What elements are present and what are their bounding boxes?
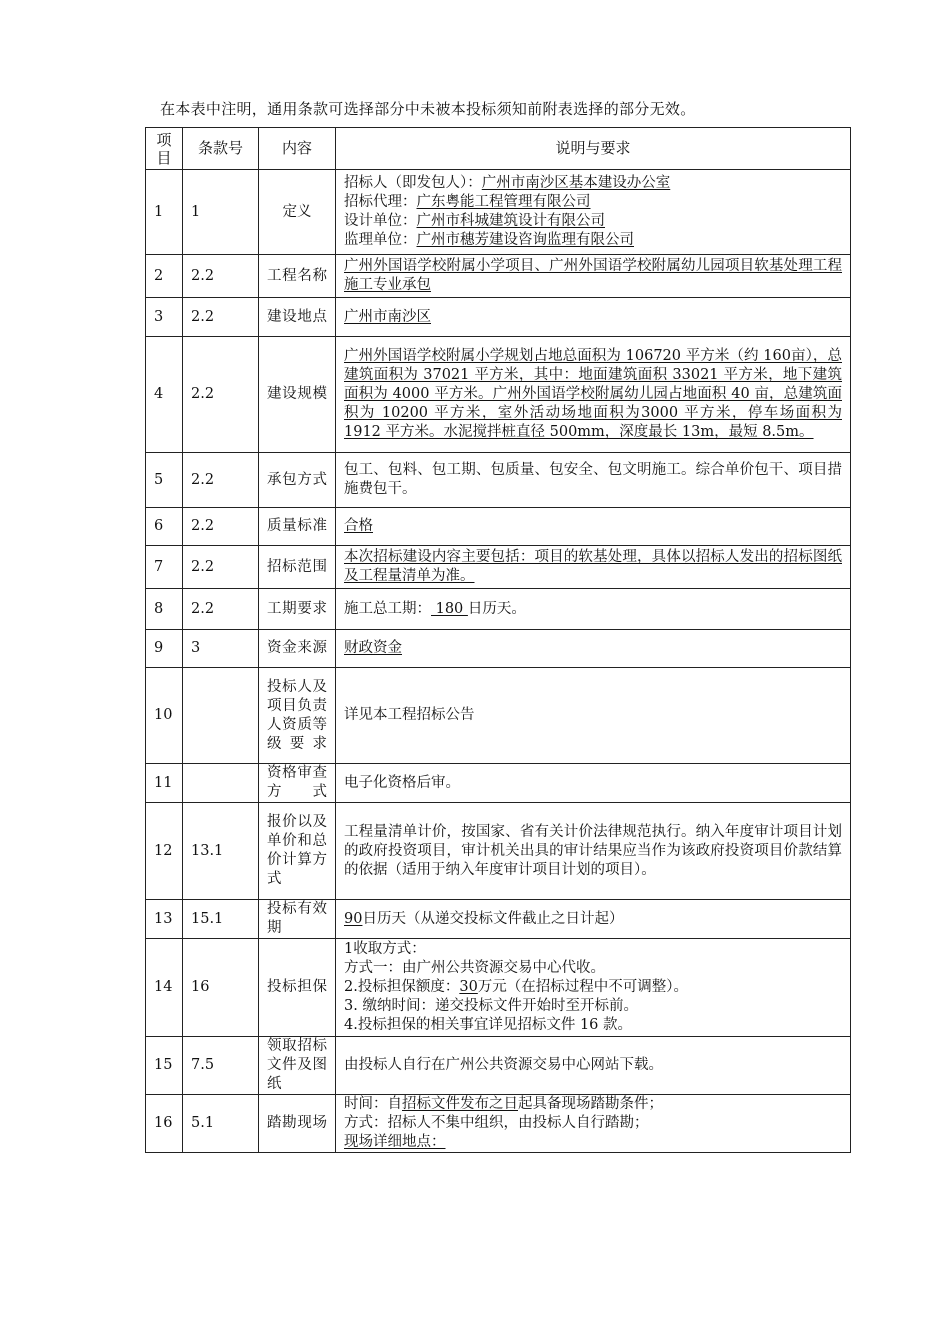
row-clause: 3 — [183, 630, 259, 668]
table-row — [146, 668, 851, 764]
row-no: 2 — [146, 255, 183, 298]
row-content: 建设地点 — [259, 298, 336, 337]
row-desc: 1收取方式： 方式一：由广州公共资源交易中心代收。 2.投标担保额度：30万元（在招标过程中不可调整）。 3. 缴纳时间：递交投标文件开始时至开标前。 4.投标担保的相关事宜详见招标文件 16 款。 — [336, 939, 851, 1037]
row-desc: 时间：自招标文件发布之日起具备现场踏勘条件； 方式：招标人不集中组织，由投标人自行踏勘； 现场详细地点： — [336, 1095, 851, 1153]
header-desc: 说明与要求 — [336, 128, 851, 170]
row-clause: 16 — [183, 939, 259, 1037]
row-clause: 15.1 — [183, 900, 259, 939]
row-no: 1 — [146, 170, 183, 255]
row-desc: 合格 — [336, 508, 851, 546]
note-text: 在本表中注明，通用条款可选择部分中未被本投标须知前附表选择的部分无效。 — [160, 100, 696, 118]
row-clause: 2.2 — [183, 453, 259, 508]
row-no: 9 — [146, 630, 183, 668]
table-row — [146, 1095, 851, 1153]
row-content: 投标人及项目负责人资质等级要求 — [259, 668, 336, 764]
table-row — [146, 900, 851, 939]
table-row — [146, 546, 851, 589]
row-no: 16 — [146, 1095, 183, 1153]
row-no: 4 — [146, 337, 183, 453]
row-clause — [183, 764, 259, 803]
table-row — [146, 337, 851, 453]
table-row — [146, 589, 851, 630]
row-desc: 详见本工程招标公告 — [336, 668, 851, 764]
row-clause: 2.2 — [183, 589, 259, 630]
row-no: 7 — [146, 546, 183, 589]
row-no: 10 — [146, 668, 183, 764]
row-content: 投标有效期 — [259, 900, 336, 939]
row-content: 工期要求 — [259, 589, 336, 630]
table-row — [146, 1037, 851, 1095]
row-clause: 1 — [183, 170, 259, 255]
row-clause — [183, 668, 259, 764]
table-row — [146, 255, 851, 298]
row-no: 6 — [146, 508, 183, 546]
row-clause: 13.1 — [183, 803, 259, 900]
row-no: 14 — [146, 939, 183, 1037]
row-clause: 7.5 — [183, 1037, 259, 1095]
row-clause: 5.1 — [183, 1095, 259, 1153]
header-clause: 条款号 — [183, 128, 259, 170]
row-no: 15 — [146, 1037, 183, 1095]
row-content: 领取招标文件及图纸 — [259, 1037, 336, 1095]
row-no: 5 — [146, 453, 183, 508]
row-clause: 2.2 — [183, 508, 259, 546]
row-content: 定义 — [259, 170, 336, 255]
table-row — [146, 298, 851, 337]
table-row — [146, 508, 851, 546]
row-desc: 财政资金 — [336, 630, 851, 668]
row-content: 资格审查方式 — [259, 764, 336, 803]
row-no: 11 — [146, 764, 183, 803]
row-desc: 广州外国语学校附属小学规划占地总面积为 106720 平方米（约 160亩），总建筑面积为 37021 平方米，其中：地面建筑面积 33021 平方米，地下建筑面积为 4000 平方米。广州外国语学校附属幼儿园占地面积 40 亩，总建筑面积为 10200 平方米，室外活动场地面积为3000 平方米，停车场面积为 1912 平方米。水泥搅拌桩直径 500mm，深度最长 13m，最短 8.5m。 — [336, 337, 851, 453]
row-desc: 由投标人自行在广州公共资源交易中心网站下载。 — [336, 1037, 851, 1095]
row-desc: 本次招标建设内容主要包括：项目的软基处理，具体以招标人发出的招标图纸及工程量清单为准。 — [336, 546, 851, 589]
row-content: 建设规模 — [259, 337, 336, 453]
row-desc: 电子化资格后审。 — [336, 764, 851, 803]
row-content: 资金来源 — [259, 630, 336, 668]
row-content: 承包方式 — [259, 453, 336, 508]
row-desc: 施工总工期： 180 日历天。 — [336, 589, 851, 630]
table-row — [146, 453, 851, 508]
row-no: 12 — [146, 803, 183, 900]
row-no: 3 — [146, 298, 183, 337]
row-clause: 2.2 — [183, 546, 259, 589]
table-row — [146, 630, 851, 668]
row-desc: 包工、包料、包工期、包质量、包安全、包文明施工。综合单价包干、项目措施费包干。 — [336, 453, 851, 508]
table-row — [146, 939, 851, 1037]
header-item: 项目 — [146, 128, 183, 170]
row-content: 质量标准 — [259, 508, 336, 546]
row-no: 8 — [146, 589, 183, 630]
row-content: 招标范围 — [259, 546, 336, 589]
row-clause: 2.2 — [183, 298, 259, 337]
bid-notice-table — [145, 127, 851, 1153]
row-clause: 2.2 — [183, 337, 259, 453]
row-desc: 广州市南沙区 — [336, 298, 851, 337]
table-header — [146, 128, 851, 170]
table-row — [146, 170, 851, 255]
row-desc: 招标人（即发包人）：广州市南沙区基本建设办公室 招标代理：广东粤能工程管理有限公司 设计单位：广州市科城建筑设计有限公司 监理单位：广州市穗芳建设咨询监理有限公司 — [336, 170, 851, 255]
row-desc: 广州外国语学校附属小学项目、广州外国语学校附属幼儿园项目软基处理工程施工专业承包 — [336, 255, 851, 298]
table-row — [146, 764, 851, 803]
row-desc: 工程量清单计价，按国家、省有关计价法律规范执行。纳入年度审计项目计划的政府投资项目，审计机关出具的审计结果应当作为该政府投资项目价款结算的依据（适用于纳入年度审计项目计划的项目）。 — [336, 803, 851, 900]
row-clause: 2.2 — [183, 255, 259, 298]
row-content: 报价以及单价和总价计算方式 — [259, 803, 336, 900]
row-content: 投标担保 — [259, 939, 336, 1037]
table-row — [146, 803, 851, 900]
row-no: 13 — [146, 900, 183, 939]
row-content: 踏勘现场 — [259, 1095, 336, 1153]
header-content: 内容 — [259, 128, 336, 170]
row-content: 工程名称 — [259, 255, 336, 298]
row-desc: 90日历天（从递交投标文件截止之日计起） — [336, 900, 851, 939]
